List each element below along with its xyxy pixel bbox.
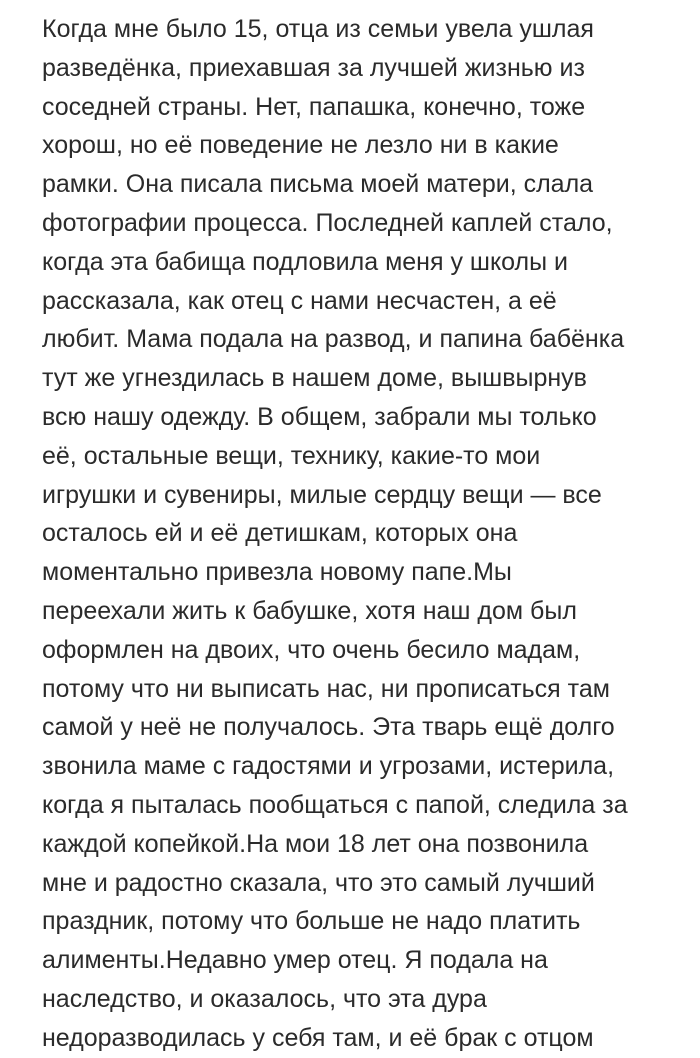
text-line: праздник, потому что больше не надо платить (42, 907, 581, 936)
text-line: мне и радостно сказала, что это самый лучший (42, 868, 595, 897)
text-line: когда я пыталась пообщаться с папой, следила за (42, 790, 628, 819)
text-line: моментально привезла новому папе.Мы (42, 558, 512, 587)
text-line: всю нашу одежду. В общем, забрали мы только (42, 402, 597, 431)
text-line: звонила маме с гадостями и угрозами, истерила, (42, 752, 615, 781)
text-line: любит. Мама подала на развод, и папина бабёнка (42, 325, 625, 354)
text-line: осталось ей и её детишкам, которых она (42, 519, 518, 548)
text-line: когда эта бабища подловила меня у школы и (42, 247, 568, 276)
text-line: потому что ни выписать нас, ни прописаться там (42, 674, 610, 703)
text-line: рассказала, как отец с нами несчастен, а её (42, 286, 557, 315)
text-line: игрушки и сувениры, милые сердцу вещи — все (42, 480, 602, 509)
text-line: каждой копейкой.На мои 18 лет она позвонила (42, 829, 589, 858)
text-line: её, остальные вещи, технику, какие-то мои (42, 441, 541, 470)
text-line: разведёнка, приехавшая за лучшей жизнью из (42, 53, 585, 82)
text-line: недоразводилась у себя там, и её брак с отцом (42, 1023, 594, 1052)
text-line: фотографии процесса. Последней каплей стало, (42, 208, 613, 237)
text-line: соседней страны. Нет, папашка, конечно, тоже (42, 92, 586, 121)
text-line: рамки. Она писала письма моей матери, слала (42, 170, 594, 199)
text-line: переехали жить к бабушке, хотя наш дом был (42, 596, 577, 625)
text-line: самой у неё не получалось. Эта тварь ещё долго (42, 713, 615, 742)
story-text (42, 10, 682, 1058)
text-line: оформлен на двоих, что очень бесило мадам, (42, 635, 581, 664)
text-line: хорош, но её поведение не лезло ни в какие (42, 131, 559, 160)
text-line: алименты.Недавно умер отец. Я подала на (42, 946, 548, 975)
text-line: тут же угнездилась в нашем доме, вышвырнув (42, 364, 587, 393)
text-line: наследство, и оказалось, что эта дура (42, 984, 487, 1013)
text-line: Когда мне было 15, отца из семьи увела ушлая (42, 15, 594, 43)
